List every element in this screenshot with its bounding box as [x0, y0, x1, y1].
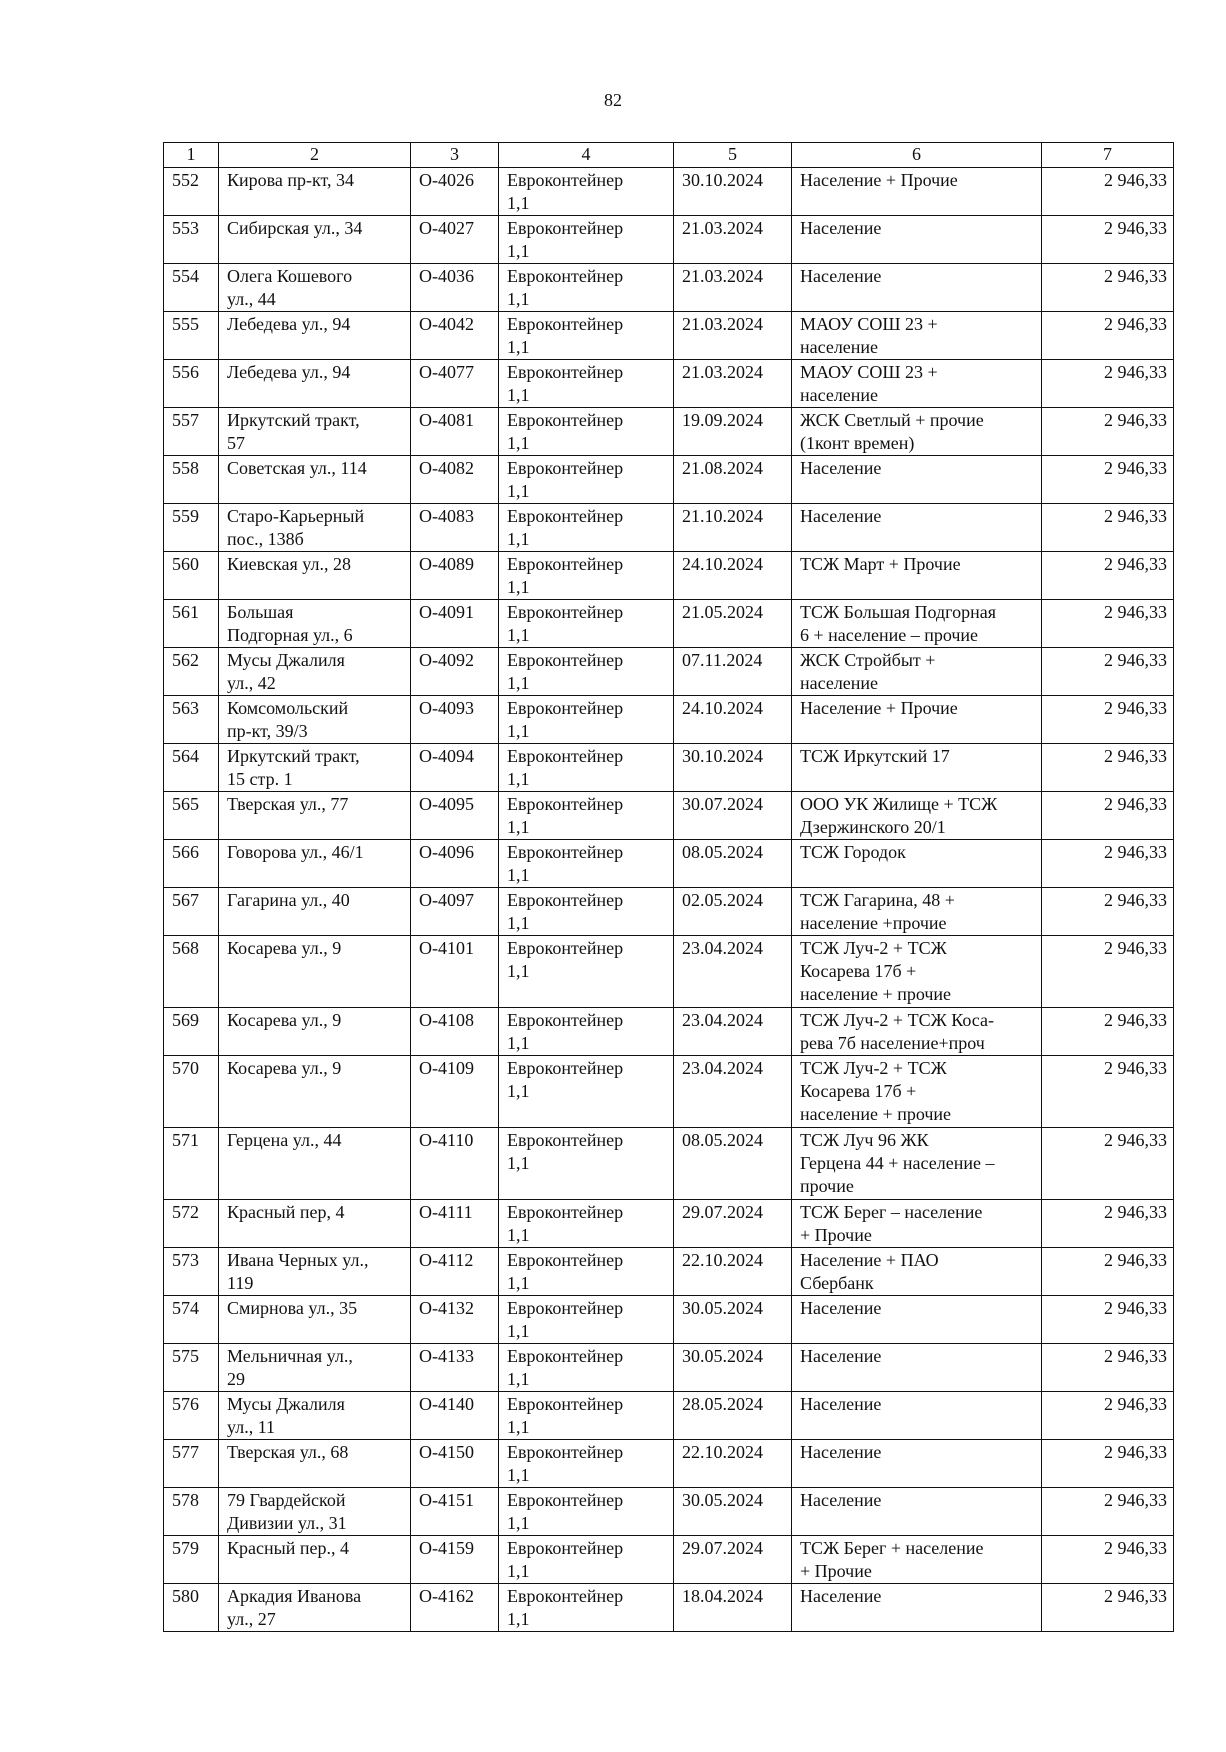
- container-type-cell: Евроконтейнер 1,1: [499, 600, 674, 648]
- amount-cell: 2 946,33: [1042, 1200, 1174, 1248]
- object-code-cell: О-4162: [411, 1584, 499, 1632]
- address-cell: Красный пер., 4: [219, 1536, 411, 1584]
- object-code-cell: О-4083: [411, 504, 499, 552]
- served-category-cell: Население: [792, 1584, 1042, 1632]
- amount-cell: 2 946,33: [1042, 744, 1174, 792]
- address-cell: Косарева ул., 9: [219, 1056, 411, 1128]
- served-category-cell: ЖСК Светлый + прочие (1конт времен): [792, 408, 1042, 456]
- column-header: 3: [411, 143, 499, 168]
- column-header: 6: [792, 143, 1042, 168]
- date-cell: 08.05.2024: [674, 1128, 792, 1200]
- object-code-cell: О-4093: [411, 696, 499, 744]
- table-row: [164, 1392, 1174, 1440]
- container-type-cell: Евроконтейнер 1,1: [499, 360, 674, 408]
- served-category-cell: ТСЖ Луч-2 + ТСЖ Косарева 17б + население + прочие: [792, 936, 1042, 1008]
- table-row: [164, 696, 1174, 744]
- row-number: 562: [164, 648, 219, 696]
- address-cell: Говорова ул., 46/1: [219, 840, 411, 888]
- table-row: [164, 1128, 1174, 1200]
- served-category-cell: ООО УК Жилище + ТСЖ Дзержинского 20/1: [792, 792, 1042, 840]
- object-code-cell: О-4151: [411, 1488, 499, 1536]
- date-cell: 21.08.2024: [674, 456, 792, 504]
- served-category-cell: Население: [792, 456, 1042, 504]
- object-code-cell: О-4089: [411, 552, 499, 600]
- row-number: 561: [164, 600, 219, 648]
- row-number: 579: [164, 1536, 219, 1584]
- amount-cell: 2 946,33: [1042, 792, 1174, 840]
- address-cell: Гагарина ул., 40: [219, 888, 411, 936]
- served-category-cell: ТСЖ Март + Прочие: [792, 552, 1042, 600]
- table-row: [164, 1536, 1174, 1584]
- page-number: 82: [604, 90, 622, 110]
- date-cell: 29.07.2024: [674, 1200, 792, 1248]
- object-code-cell: О-4096: [411, 840, 499, 888]
- object-code-cell: О-4042: [411, 312, 499, 360]
- container-type-cell: Евроконтейнер 1,1: [499, 1584, 674, 1632]
- container-type-cell: Евроконтейнер 1,1: [499, 1248, 674, 1296]
- row-number: 569: [164, 1008, 219, 1056]
- row-number: 553: [164, 216, 219, 264]
- amount-cell: 2 946,33: [1042, 216, 1174, 264]
- row-number: 560: [164, 552, 219, 600]
- address-cell: Смирнова ул., 35: [219, 1296, 411, 1344]
- table-row: [164, 456, 1174, 504]
- object-code-cell: О-4027: [411, 216, 499, 264]
- object-code-cell: О-4081: [411, 408, 499, 456]
- address-cell: Киевская ул., 28: [219, 552, 411, 600]
- row-number: 580: [164, 1584, 219, 1632]
- row-number: 563: [164, 696, 219, 744]
- container-type-cell: Евроконтейнер 1,1: [499, 888, 674, 936]
- row-number: 571: [164, 1128, 219, 1200]
- object-code-cell: О-4132: [411, 1296, 499, 1344]
- row-number: 564: [164, 744, 219, 792]
- object-code-cell: О-4150: [411, 1440, 499, 1488]
- address-cell: Иркутский тракт, 15 стр. 1: [219, 744, 411, 792]
- address-cell: Сибирская ул., 34: [219, 216, 411, 264]
- table-row: [164, 168, 1174, 216]
- column-header: 7: [1042, 143, 1174, 168]
- served-category-cell: Население: [792, 1488, 1042, 1536]
- container-type-cell: Евроконтейнер 1,1: [499, 1008, 674, 1056]
- container-type-cell: Евроконтейнер 1,1: [499, 1200, 674, 1248]
- row-number: 576: [164, 1392, 219, 1440]
- column-header: 1: [164, 143, 219, 168]
- object-code-cell: О-4082: [411, 456, 499, 504]
- address-cell: Красный пер, 4: [219, 1200, 411, 1248]
- date-cell: 24.10.2024: [674, 696, 792, 744]
- object-code-cell: О-4108: [411, 1008, 499, 1056]
- row-number: 578: [164, 1488, 219, 1536]
- date-cell: 23.04.2024: [674, 936, 792, 1008]
- date-cell: 29.07.2024: [674, 1536, 792, 1584]
- amount-cell: 2 946,33: [1042, 1392, 1174, 1440]
- served-category-cell: Население + Прочие: [792, 696, 1042, 744]
- served-category-cell: МАОУ СОШ 23 + население: [792, 360, 1042, 408]
- table-row: [164, 1248, 1174, 1296]
- object-code-cell: О-4140: [411, 1392, 499, 1440]
- amount-cell: 2 946,33: [1042, 600, 1174, 648]
- table-row: [164, 1488, 1174, 1536]
- object-code-cell: О-4091: [411, 600, 499, 648]
- served-category-cell: Население + Прочие: [792, 168, 1042, 216]
- amount-cell: 2 946,33: [1042, 552, 1174, 600]
- date-cell: 07.11.2024: [674, 648, 792, 696]
- row-number: 567: [164, 888, 219, 936]
- container-type-cell: Евроконтейнер 1,1: [499, 1344, 674, 1392]
- amount-cell: 2 946,33: [1042, 1056, 1174, 1128]
- amount-cell: 2 946,33: [1042, 360, 1174, 408]
- table-row: [164, 744, 1174, 792]
- amount-cell: 2 946,33: [1042, 1440, 1174, 1488]
- object-code-cell: О-4101: [411, 936, 499, 1008]
- row-number: 558: [164, 456, 219, 504]
- address-cell: 79 Гвардейской Дивизии ул., 31: [219, 1488, 411, 1536]
- date-cell: 21.03.2024: [674, 264, 792, 312]
- amount-cell: 2 946,33: [1042, 1344, 1174, 1392]
- address-cell: Иркутский тракт, 57: [219, 408, 411, 456]
- amount-cell: 2 946,33: [1042, 1584, 1174, 1632]
- container-type-cell: Евроконтейнер 1,1: [499, 648, 674, 696]
- amount-cell: 2 946,33: [1042, 264, 1174, 312]
- container-type-cell: Евроконтейнер 1,1: [499, 1296, 674, 1344]
- served-category-cell: ТСЖ Большая Подгорная 6 + население – прочие: [792, 600, 1042, 648]
- amount-cell: 2 946,33: [1042, 312, 1174, 360]
- date-cell: 23.04.2024: [674, 1008, 792, 1056]
- container-type-cell: Евроконтейнер 1,1: [499, 1536, 674, 1584]
- amount-cell: 2 946,33: [1042, 168, 1174, 216]
- container-type-cell: Евроконтейнер 1,1: [499, 168, 674, 216]
- object-code-cell: О-4133: [411, 1344, 499, 1392]
- amount-cell: 2 946,33: [1042, 648, 1174, 696]
- table-body: [164, 168, 1174, 1632]
- object-code-cell: О-4097: [411, 888, 499, 936]
- container-type-cell: Евроконтейнер 1,1: [499, 1128, 674, 1200]
- amount-cell: 2 946,33: [1042, 456, 1174, 504]
- table-row: [164, 792, 1174, 840]
- address-cell: Мельничная ул., 29: [219, 1344, 411, 1392]
- amount-cell: 2 946,33: [1042, 936, 1174, 1008]
- table-row: [164, 840, 1174, 888]
- date-cell: 21.03.2024: [674, 312, 792, 360]
- address-cell: Комсомольский пр-кт, 39/3: [219, 696, 411, 744]
- row-number: 554: [164, 264, 219, 312]
- served-category-cell: Население: [792, 1392, 1042, 1440]
- object-code-cell: О-4159: [411, 1536, 499, 1584]
- object-code-cell: О-4095: [411, 792, 499, 840]
- row-number: 557: [164, 408, 219, 456]
- address-cell: Косарева ул., 9: [219, 936, 411, 1008]
- container-type-cell: Евроконтейнер 1,1: [499, 1056, 674, 1128]
- container-type-cell: Евроконтейнер 1,1: [499, 1392, 674, 1440]
- table-row: [164, 648, 1174, 696]
- date-cell: 18.04.2024: [674, 1584, 792, 1632]
- served-category-cell: ТСЖ Гагарина, 48 + население +прочие: [792, 888, 1042, 936]
- row-number: 565: [164, 792, 219, 840]
- served-category-cell: Население: [792, 264, 1042, 312]
- amount-cell: 2 946,33: [1042, 1128, 1174, 1200]
- row-number: 568: [164, 936, 219, 1008]
- date-cell: 30.10.2024: [674, 168, 792, 216]
- table-row: [164, 216, 1174, 264]
- row-number: 559: [164, 504, 219, 552]
- amount-cell: 2 946,33: [1042, 888, 1174, 936]
- date-cell: 23.04.2024: [674, 1056, 792, 1128]
- table-row: [164, 264, 1174, 312]
- address-cell: Ивана Черных ул., 119: [219, 1248, 411, 1296]
- date-cell: 21.03.2024: [674, 216, 792, 264]
- column-header: 4: [499, 143, 674, 168]
- container-type-cell: Евроконтейнер 1,1: [499, 936, 674, 1008]
- served-category-cell: ТСЖ Городок: [792, 840, 1042, 888]
- address-cell: Старо-Карьерный пос., 138б: [219, 504, 411, 552]
- amount-cell: 2 946,33: [1042, 504, 1174, 552]
- date-cell: 22.10.2024: [674, 1248, 792, 1296]
- served-category-cell: Население: [792, 216, 1042, 264]
- address-cell: Косарева ул., 9: [219, 1008, 411, 1056]
- table-row: [164, 408, 1174, 456]
- column-number-row: [164, 143, 1174, 168]
- object-code-cell: О-4094: [411, 744, 499, 792]
- address-cell: Советская ул., 114: [219, 456, 411, 504]
- row-number: 555: [164, 312, 219, 360]
- column-header: 5: [674, 143, 792, 168]
- container-type-cell: Евроконтейнер 1,1: [499, 744, 674, 792]
- container-type-cell: Евроконтейнер 1,1: [499, 792, 674, 840]
- table-row: [164, 1584, 1174, 1632]
- object-code-cell: О-4077: [411, 360, 499, 408]
- served-category-cell: ЖСК Стройбыт + население: [792, 648, 1042, 696]
- row-number: 574: [164, 1296, 219, 1344]
- date-cell: 21.03.2024: [674, 360, 792, 408]
- row-number: 572: [164, 1200, 219, 1248]
- date-cell: 19.09.2024: [674, 408, 792, 456]
- address-cell: Олега Кошевого ул., 44: [219, 264, 411, 312]
- date-cell: 28.05.2024: [674, 1392, 792, 1440]
- amount-cell: 2 946,33: [1042, 1248, 1174, 1296]
- table-row: [164, 552, 1174, 600]
- served-category-cell: Население: [792, 504, 1042, 552]
- date-cell: 21.10.2024: [674, 504, 792, 552]
- row-number: 577: [164, 1440, 219, 1488]
- amount-cell: 2 946,33: [1042, 840, 1174, 888]
- table-row: [164, 1056, 1174, 1128]
- container-type-cell: Евроконтейнер 1,1: [499, 264, 674, 312]
- table-row: [164, 504, 1174, 552]
- object-code-cell: О-4026: [411, 168, 499, 216]
- served-category-cell: Население + ПАО Сбербанк: [792, 1248, 1042, 1296]
- object-code-cell: О-4112: [411, 1248, 499, 1296]
- address-cell: Тверская ул., 68: [219, 1440, 411, 1488]
- address-cell: Мусы Джалиля ул., 42: [219, 648, 411, 696]
- object-code-cell: О-4092: [411, 648, 499, 696]
- served-category-cell: Население: [792, 1440, 1042, 1488]
- address-cell: Кирова пр-кт, 34: [219, 168, 411, 216]
- row-number: 573: [164, 1248, 219, 1296]
- date-cell: 24.10.2024: [674, 552, 792, 600]
- object-code-cell: О-4110: [411, 1128, 499, 1200]
- address-cell: Аркадия Иванова ул., 27: [219, 1584, 411, 1632]
- served-category-cell: ТСЖ Луч-2 + ТСЖ Коса- рева 7б население+проч: [792, 1008, 1042, 1056]
- container-type-cell: Евроконтейнер 1,1: [499, 312, 674, 360]
- served-category-cell: Население: [792, 1296, 1042, 1344]
- address-cell: Большая Подгорная ул., 6: [219, 600, 411, 648]
- date-cell: 30.05.2024: [674, 1488, 792, 1536]
- table-row: [164, 1200, 1174, 1248]
- date-cell: 02.05.2024: [674, 888, 792, 936]
- table-row: [164, 1296, 1174, 1344]
- amount-cell: 2 946,33: [1042, 1008, 1174, 1056]
- column-header: 2: [219, 143, 411, 168]
- address-cell: Мусы Джалиля ул., 11: [219, 1392, 411, 1440]
- row-number: 566: [164, 840, 219, 888]
- amount-cell: 2 946,33: [1042, 1296, 1174, 1344]
- container-type-cell: Евроконтейнер 1,1: [499, 408, 674, 456]
- served-category-cell: МАОУ СОШ 23 + население: [792, 312, 1042, 360]
- address-cell: Герцена ул., 44: [219, 1128, 411, 1200]
- date-cell: 30.05.2024: [674, 1296, 792, 1344]
- container-type-cell: Евроконтейнер 1,1: [499, 456, 674, 504]
- table-row: [164, 1008, 1174, 1056]
- served-category-cell: ТСЖ Луч-2 + ТСЖ Косарева 17б + население + прочие: [792, 1056, 1042, 1128]
- date-cell: 21.05.2024: [674, 600, 792, 648]
- date-cell: 30.10.2024: [674, 744, 792, 792]
- amount-cell: 2 946,33: [1042, 1536, 1174, 1584]
- object-code-cell: О-4036: [411, 264, 499, 312]
- container-type-cell: Евроконтейнер 1,1: [499, 840, 674, 888]
- table-row: [164, 312, 1174, 360]
- table-row: [164, 1344, 1174, 1392]
- address-cell: Тверская ул., 77: [219, 792, 411, 840]
- container-type-cell: Евроконтейнер 1,1: [499, 552, 674, 600]
- served-category-cell: ТСЖ Берег + население + Прочие: [792, 1536, 1042, 1584]
- amount-cell: 2 946,33: [1042, 408, 1174, 456]
- row-number: 552: [164, 168, 219, 216]
- address-cell: Лебедева ул., 94: [219, 360, 411, 408]
- served-category-cell: ТСЖ Берег – население + Прочие: [792, 1200, 1042, 1248]
- container-type-cell: Евроконтейнер 1,1: [499, 1488, 674, 1536]
- date-cell: 30.05.2024: [674, 1344, 792, 1392]
- row-number: 556: [164, 360, 219, 408]
- date-cell: 30.07.2024: [674, 792, 792, 840]
- row-number: 575: [164, 1344, 219, 1392]
- object-code-cell: О-4111: [411, 1200, 499, 1248]
- container-type-cell: Евроконтейнер 1,1: [499, 696, 674, 744]
- table-row: [164, 936, 1174, 1008]
- table-row: [164, 600, 1174, 648]
- container-type-cell: Евроконтейнер 1,1: [499, 1440, 674, 1488]
- served-category-cell: Население: [792, 1344, 1042, 1392]
- table-row: [164, 360, 1174, 408]
- amount-cell: 2 946,33: [1042, 1488, 1174, 1536]
- container-type-cell: Евроконтейнер 1,1: [499, 504, 674, 552]
- served-category-cell: ТСЖ Луч 96 ЖК Герцена 44 + население – прочие: [792, 1128, 1042, 1200]
- date-cell: 22.10.2024: [674, 1440, 792, 1488]
- amount-cell: 2 946,33: [1042, 696, 1174, 744]
- table-row: [164, 1440, 1174, 1488]
- served-category-cell: ТСЖ Иркутский 17: [792, 744, 1042, 792]
- row-number: 570: [164, 1056, 219, 1128]
- container-type-cell: Евроконтейнер 1,1: [499, 216, 674, 264]
- table-row: [164, 888, 1174, 936]
- address-cell: Лебедева ул., 94: [219, 312, 411, 360]
- date-cell: 08.05.2024: [674, 840, 792, 888]
- container-registry-table: [163, 142, 1174, 1632]
- object-code-cell: О-4109: [411, 1056, 499, 1128]
